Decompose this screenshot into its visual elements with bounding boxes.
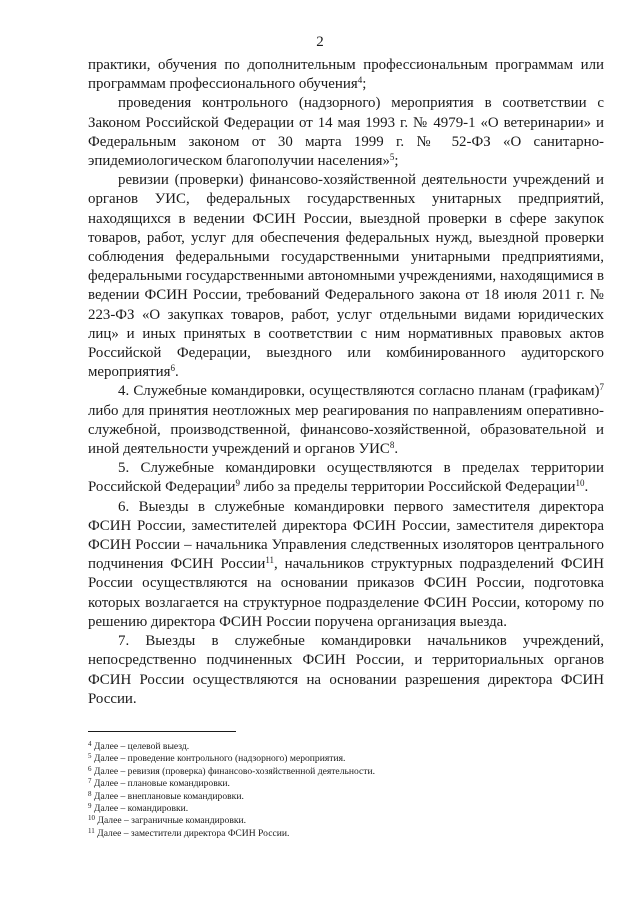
footnote-ref: 11 [265,555,275,566]
paragraph-control-measure: проведения контрольного (надзорного) мероприятия в соответствии с Законом Российской Федерации от 14 мая 1993 г. № 4979-1 «О ветеринарии» и Федеральным законом от 30 марта 1999 г. № 52-ФЗ «О санитарно-эпидемиологическом благополучии населения»$^5$; [88,95,604,170]
footnote-5: $^5$ Далее – проведение контрольного (надзорного) мероприятия. [88,752,346,765]
footnote-10: $^{10}$ Далее – заграничные командировки. [88,814,247,827]
paragraph-audit: ревизии (проверки) финансово-хозяйственной деятельности учреждений и органов УИС, федеральных государственных унитарных предприятий, находящихся в ведении ФСИН России, выездной проверки в сфере закупок товаров, работ, услуг для обеспечения федеральных нужд, выездной проверки соблюдения федеральными государственными унитарными предприятиями, федеральными государственными автономными учреждениями, находящимися в ведении ФСИН России, требований Федерального закона от 18 июля 2011 г. № 223-ФЗ «О закупках товаров, работ, услуг отдельными видами юридических лиц» и иных принятых в соответствии с ним нормативных правовых актов Российской Федерации, выездного или комбинированного аудиторского мероприятия$^6$. [88,172,604,381]
footnote-ref: 5 [389,152,395,163]
footnote-6: $^6$ Далее – ревизия (проверка) финансово-хозяйственной деятельности. [88,764,376,777]
paragraph-item-5: 5. Служебные командировки осуществляются в пределах территории Российской Федерации$^9$ либо за пределы территории Российской Федерации$^{10}$. [88,460,604,496]
body-text [88,56,604,709]
footnote-9: $^9$ Далее – командировки. [88,802,189,815]
footnote-ref: 9 [235,478,240,489]
footnote-ref: 4 [357,75,363,86]
page-number: 2 [316,34,324,50]
footnote-ref: 10 [575,478,585,489]
paragraph-item-6: 6. Выезды в служебные командировки первого заместителя директора ФСИН России, заместителей директора ФСИН России, заместителя директора ФСИН России – начальника Управления следственных изоляторов центрального подчинения ФСИН России$^{11}$, начальников структурных подразделений ФСИН России осуществляются на основании приказов ФСИН России, подготовка которых возлагается на структурное подразделение ФСИН России, которому по решению директора ФСИН России поручена организация выезда. [88,498,605,630]
footnote-ref: 7 [599,382,604,393]
footnote-11: $^{11}$ Далее – заместители директора ФСИН России. [88,826,290,839]
footnote-ref: 8 [389,440,395,451]
footnote-4: $^4$ Далее – целевой выезд. [88,740,190,752]
footnotes [88,741,608,840]
footnote-8: $^8$ Далее – внеплановые командировки. [88,789,244,802]
footnote-7: $^7$ Далее – плановые командировки. [88,777,230,790]
paragraph-item-4: 4. Служебные командировки, осуществляются согласно планам (графикам)$^7$ либо для принятия неотложных мер реагирования по направлениям оперативно-служебной, производственной, финансово-хозяйственной, образовательной и иной деятельности учреждений и органов УИС$^8$. [88,382,604,458]
footnote-ref: 6 [170,363,175,374]
footnote-divider [88,731,236,732]
paragraph-item-7: 7. Выезды в служебные командировки начальников учреждений, непосредственно подчиненных ФСИН России, и территориальных органов ФСИН России осуществляются на основании разрешения директора ФСИН России. [88,633,604,707]
paragraph-practice: практики, обучения по дополнительным профессиональным программам или программам профессионального обучения$^4$; [88,57,604,93]
